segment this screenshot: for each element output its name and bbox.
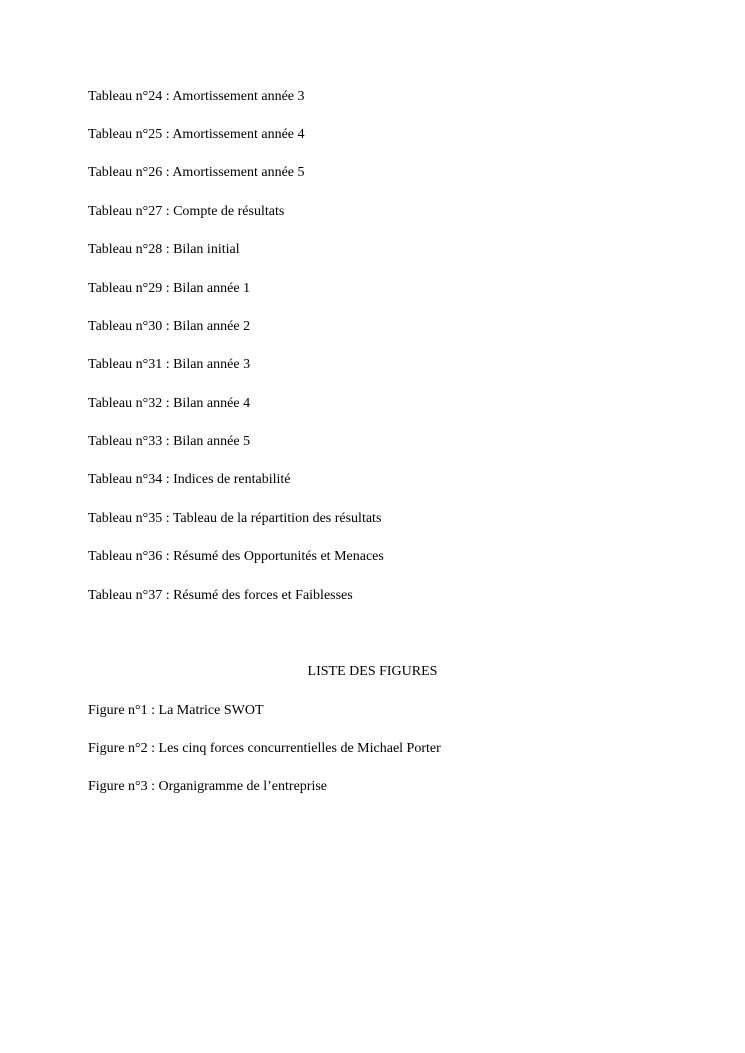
- table-list-item: Tableau n°32 : Bilan année 4: [88, 396, 251, 411]
- table-list-item: Tableau n°25 : Amortissement année 4: [88, 127, 305, 142]
- table-list-item: Tableau n°34 : Indices de rentabilité: [88, 472, 291, 487]
- table-list-item: Tableau n°33 : Bilan année 5: [88, 434, 251, 449]
- table-list-item: Tableau n°29 : Bilan année 1: [88, 281, 251, 296]
- figure-list-item: Figure n°2 : Les cinq forces concurrentielles de Michael Porter: [88, 741, 441, 756]
- table-list-item: Tableau n°37 : Résumé des forces et Faiblesses: [88, 588, 353, 603]
- table-list-item: Tableau n°35 : Tableau de la répartition des résultats: [88, 511, 382, 526]
- table-list-item: Tableau n°28 : Bilan initial: [88, 242, 240, 257]
- table-list-item: Tableau n°31 : Bilan année 3: [88, 357, 251, 372]
- table-list-item: Tableau n°26 : Amortissement année 5: [88, 165, 305, 180]
- figures-heading: [0, 663, 745, 681]
- figure-list-item: Figure n°1 : La Matrice SWOT: [88, 703, 264, 718]
- table-list-item: Tableau n°30 : Bilan année 2: [88, 319, 251, 334]
- table-list-item: Tableau n°24 : Amortissement année 3: [88, 89, 305, 104]
- figure-list-item: Figure n°3 : Organigramme de l’entreprise: [88, 779, 327, 794]
- table-list-item: Tableau n°36 : Résumé des Opportunités et Menaces: [88, 549, 384, 564]
- figures-heading-text: LISTE DES FIGURES: [307, 664, 438, 679]
- table-list-item: Tableau n°27 : Compte de résultats: [88, 204, 285, 219]
